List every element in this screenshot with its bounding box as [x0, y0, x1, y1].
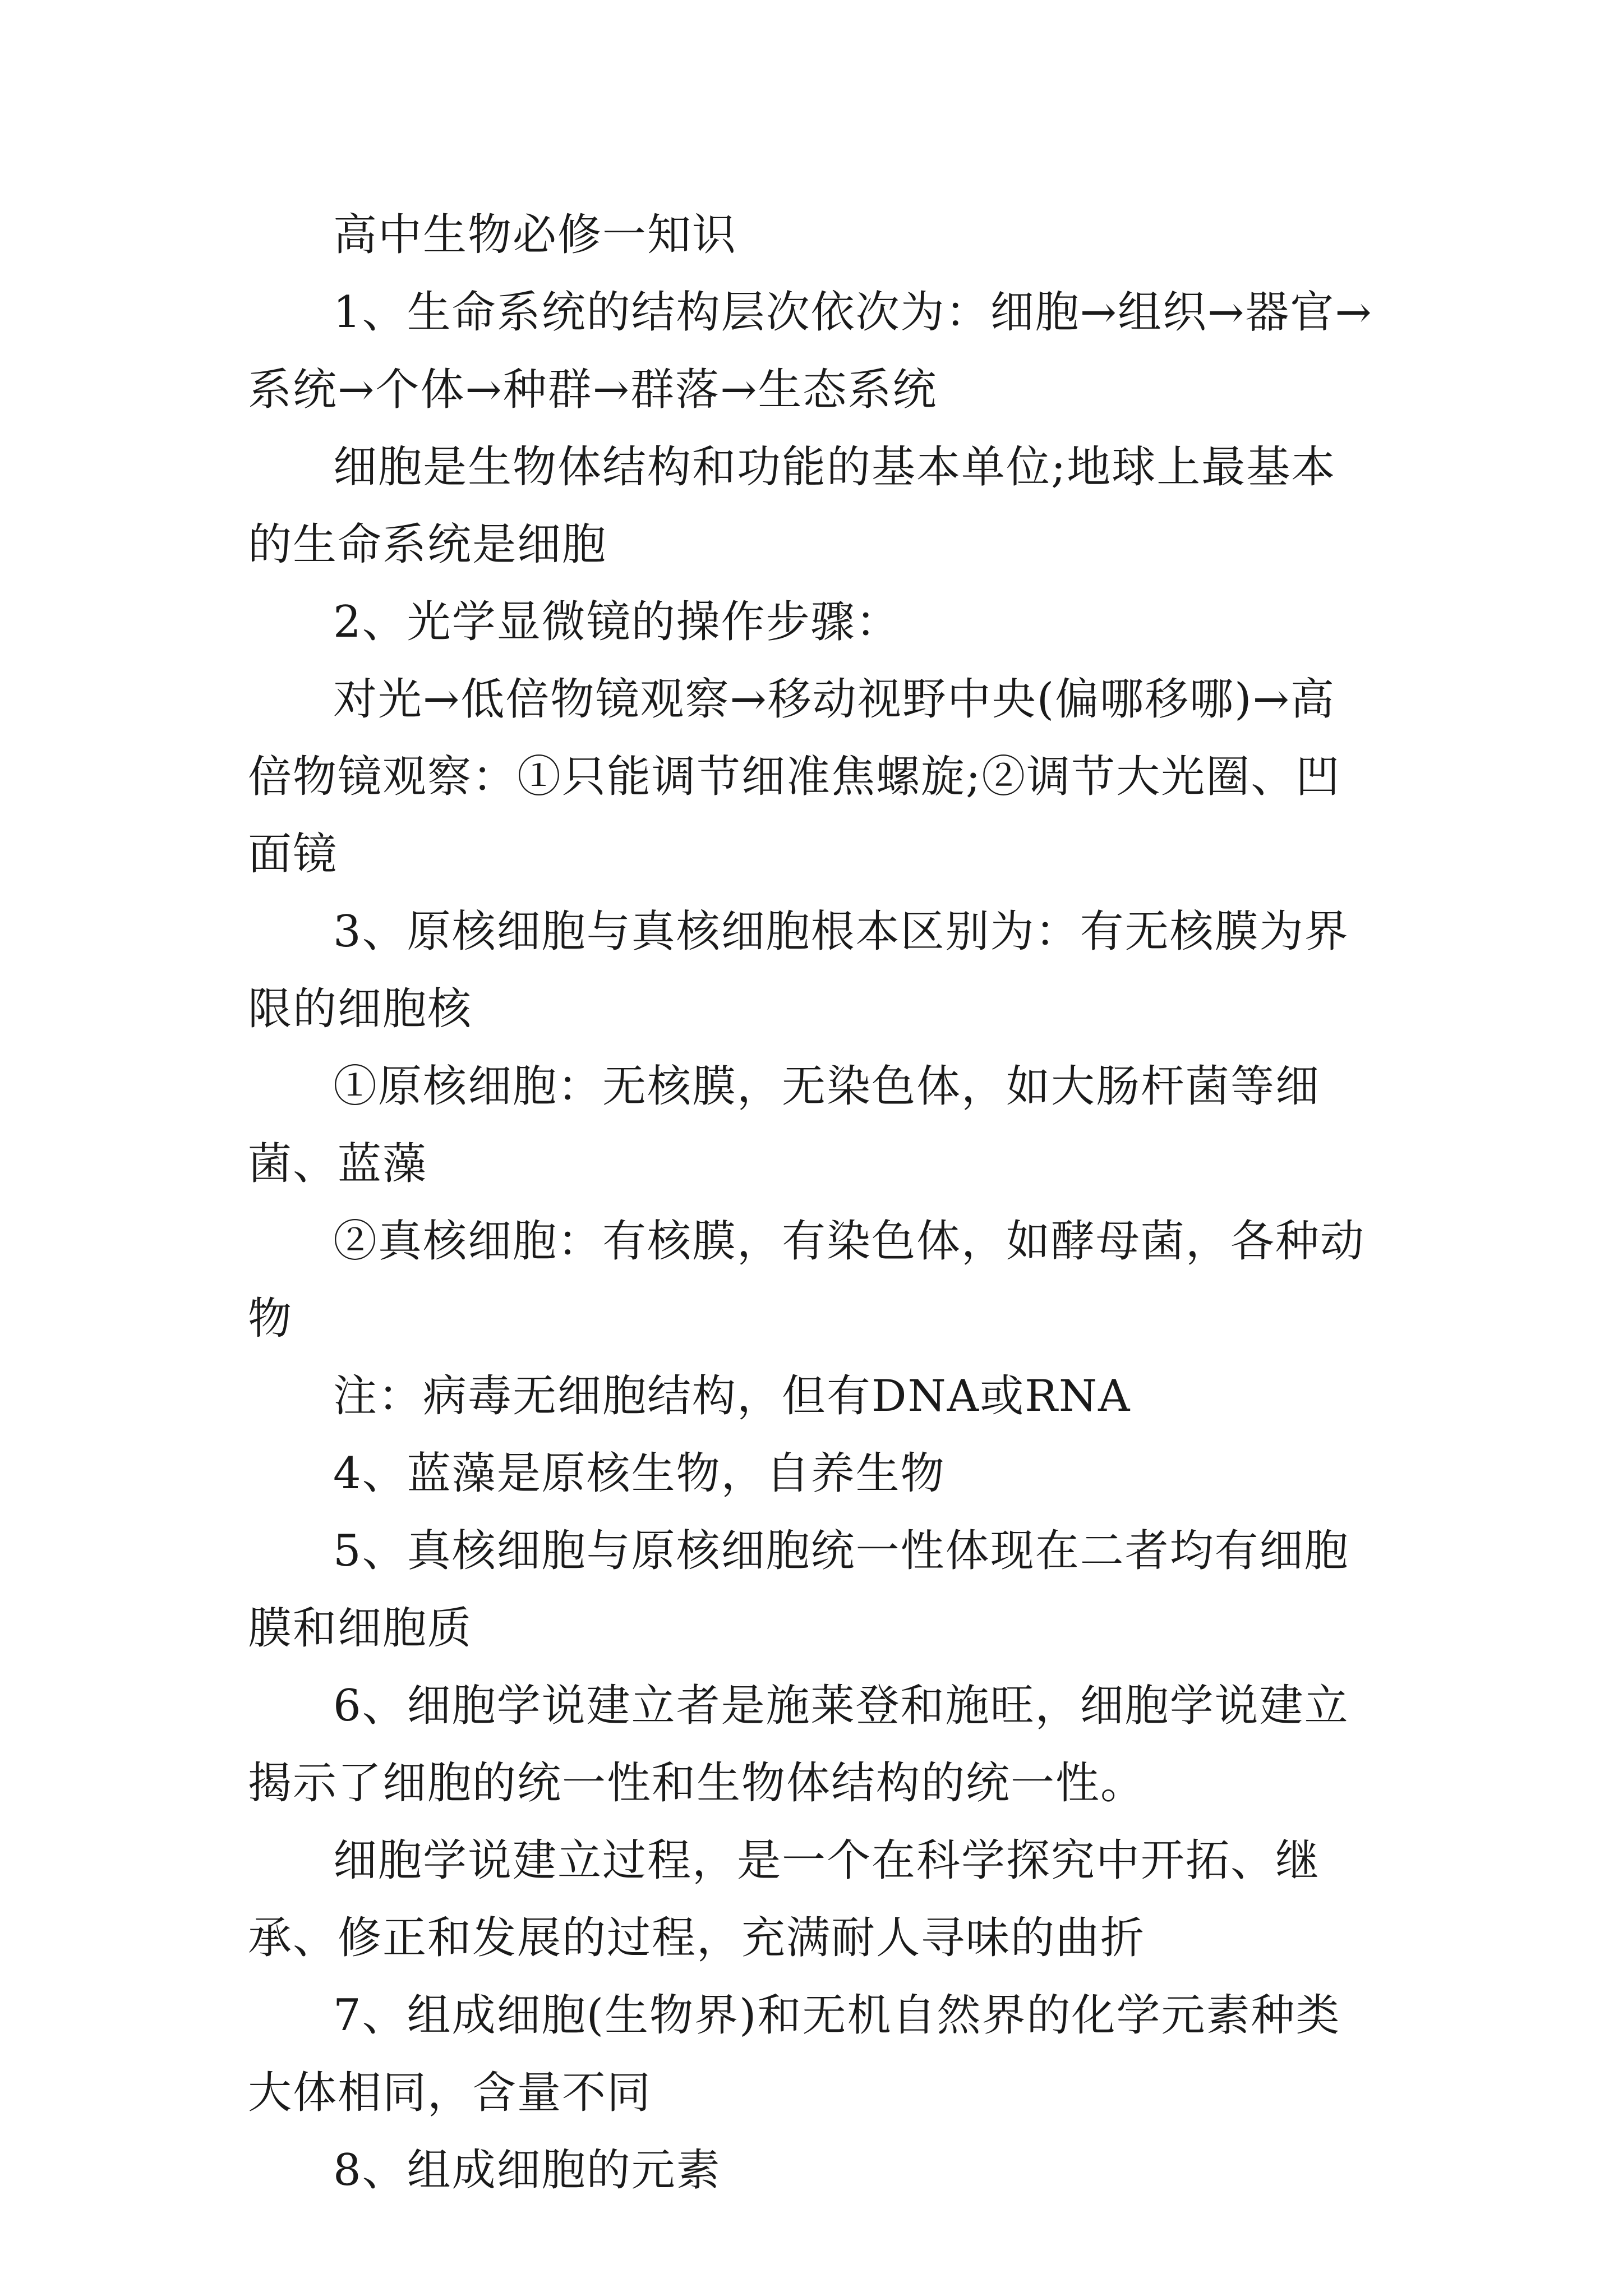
paragraph-cell-theory-founders: 6、细胞学说建立者是施莱登和施旺，细胞学说建立揭示了细胞的统一性和生物体结构的统一性。: [248, 1681, 1349, 1809]
paragraph-microscope-steps-heading: 2、光学显微镜的操作步骤：: [333, 597, 901, 647]
document-title: 高中生物必修一知识: [333, 210, 737, 260]
paragraph-eukaryote: ②真核细胞：有核膜，有染色体，如酵母菌，各种动物: [248, 1216, 1366, 1344]
paragraph-cell-basic-unit: 细胞是生物体结构和功能的基本单位;地球上最基本的生命系统是细胞: [248, 442, 1336, 570]
paragraph-virus-note: 注：病毒无细胞结构，但有DNA或RNA: [333, 1371, 1131, 1421]
paragraph-chemical-elements: 7、组成细胞(生物界)和无机自然界的化学元素种类大体相同，含量不同: [248, 1990, 1341, 2118]
paragraph-cell-theory-process: 细胞学说建立过程，是一个在科学探究中开拓、继承、修正和发展的过程，充满耐人寻味的曲折: [248, 1835, 1321, 1963]
paragraph-microscope-steps: 对光→低倍物镜观察→移动视野中央(偏哪移哪)→高倍物镜观察：①只能调节细准焦螺旋;②调节大光圈、凹面镜: [248, 674, 1341, 880]
paragraph-cell-elements: 8、组成细胞的元素: [333, 2145, 721, 2196]
paragraph-cell-unity: 5、真核细胞与原核细胞统一性体现在二者均有细胞膜和细胞质: [248, 1526, 1349, 1654]
paragraph-life-system-levels: 1、生命系统的结构层次依次为：细胞→组织→器官→系统→个体→种群→群落→生态系统: [248, 287, 1373, 415]
paragraph-prokaryote-eukaryote-difference: 3、原核细胞与真核细胞根本区别为：有无核膜为界限的细胞核: [248, 907, 1349, 1034]
paragraph-prokaryote: ①原核细胞：无核膜，无染色体，如大肠杆菌等细菌、蓝藻: [248, 1061, 1321, 1189]
paragraph-cyanobacteria: 4、蓝藻是原核生物，自养生物: [333, 1448, 946, 1499]
document-body: [248, 196, 1375, 2209]
